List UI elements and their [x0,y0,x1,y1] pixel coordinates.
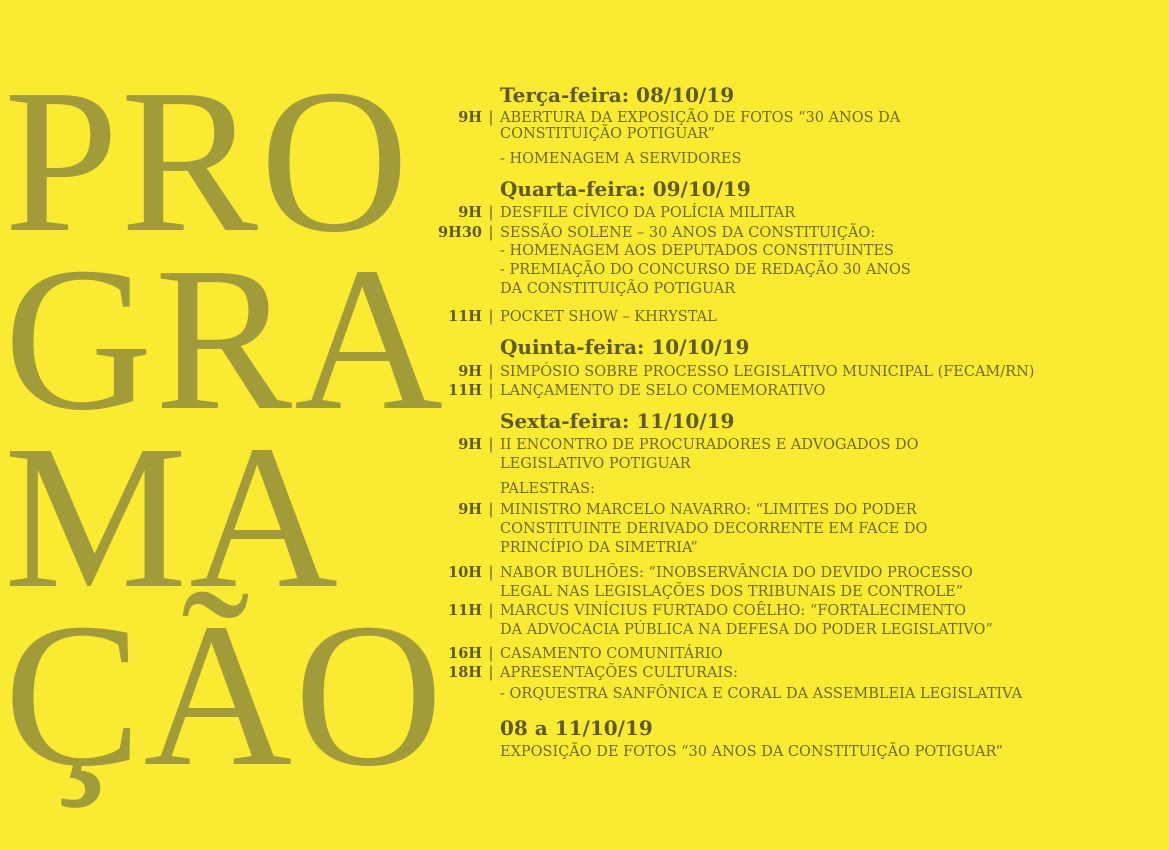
item-text-continued: LEGISLATIVO POTIGUAR [500,456,691,472]
day-heading: 08 a 11/10/19 [500,716,653,740]
item-text: EXPOSIÇÃO DE FOTOS “30 ANOS DA CONSTITUIÇÃO POTIGUAR” [500,744,1004,760]
item-time: 11H [448,602,482,619]
item-text-continued: LEGAL NAS LEGISLAÇÕES DOS TRIBUNAIS DE CONTROLE” [500,584,964,600]
item-text: MARCUS VINÍCIUS FURTADO COÊLHO: “FORTALECIMENTO [500,603,967,619]
item-text-continued: CONSTITUINTE DERIVADO DECORRENTE EM FACE DO [500,521,928,537]
item-text-continued: PRINCÍPIO DA SIMETRIA” [500,540,698,556]
item-text-continued: - HOMENAGEM AOS DEPUTADOS CONSTITUINTES [500,243,894,259]
item-text-continued: PALESTRAS: [500,481,595,497]
schedule-item: 16H | CASAMENTO COMUNITÁRIO [432,646,723,662]
schedule-item: 9H | ABERTURA DA EXPOSIÇÃO DE FOTOS “30 ANOS DA [432,110,900,126]
item-text: SIMPÓSIO SOBRE PROCESSO LEGISLATIVO MUNICIPAL (FECAM/RN) [500,364,1035,380]
item-text: MINISTRO MARCELO NAVARRO: “LIMITES DO PODER [500,502,917,518]
item-time: 16H [448,645,482,662]
item-time: 18H [448,664,482,681]
day-heading: Terça-feira: 08/10/19 [500,83,735,107]
item-text: DESFILE CÍVICO DA POLÍCIA MILITAR [500,205,796,221]
item-text: ABERTURA DA EXPOSIÇÃO DE FOTOS “30 ANOS DA [500,110,901,126]
schedule-item: 11H | MARCUS VINÍCIUS FURTADO COÊLHO: “FORTALECIMENTO [432,603,966,619]
item-text: II ENCONTRO DE PROCURADORES E ADVOGADOS DO [500,437,919,453]
item-text-continued: DA ADVOCACIA PÚBLICA NA DEFESA DO PODER LEGISLATIVO” [500,622,993,638]
schedule-item: 9H | II ENCONTRO DE PROCURADORES E ADVOGADOS DO [432,437,919,453]
item-text: POCKET SHOW – KHRYSTAL [500,309,717,325]
day-heading: Quinta-feira: 10/10/19 [500,335,750,359]
item-time: 9H [458,363,482,380]
item-time: 9H [458,109,482,126]
schedule-item: 9H | DESFILE CÍVICO DA POLÍCIA MILITAR [432,205,795,221]
title-word-ma: MA [4,402,340,631]
schedule-item: 9H | MINISTRO MARCELO NAVARRO: “LIMITES DO PODER [432,502,917,518]
item-text-continued: - ORQUESTRA SANFÔNICA E CORAL DA ASSEMBLEIA LEGISLATIVA [500,686,1023,702]
title-word-pro: PRO [4,46,411,275]
item-text-continued: - PREMIAÇÃO DO CONCURSO DE REDAÇÃO 30 ANOS [500,262,911,278]
schedule-item: 11H | POCKET SHOW – KHRYSTAL [432,309,717,325]
item-time: 9H [458,204,482,221]
item-time: 11H [448,382,482,399]
schedule-item: 9H | SIMPÓSIO SOBRE PROCESSO LEGISLATIVO MUNICIPAL (FECAM/RN) [432,364,1034,380]
item-text: LANÇAMENTO DE SELO COMEMORATIVO [500,383,826,399]
item-time: 11H [448,308,482,325]
item-text: CASAMENTO COMUNITÁRIO [500,646,723,662]
item-time: 9H30 [438,224,482,241]
item-text-continued: DA CONSTITUIÇÃO POTIGUAR [500,281,736,297]
day-heading: Sexta-feira: 11/10/19 [500,409,735,433]
item-time: 9H [458,436,482,453]
title-word-gra: GRA [4,224,445,453]
item-text-continued: CONSTITUIÇÃO POTIGUAR” [500,126,716,142]
schedule-item: 18H | APRESENTAÇÕES CULTURAIS: [432,665,738,681]
item-text: SESSÃO SOLENE – 30 ANOS DA CONSTITUIÇÃO: [500,225,876,241]
schedule-item: 10H | NABOR BULHÕES: “INOBSERVÂNCIA DO DEVIDO PROCESSO [432,565,973,581]
day-heading: Quarta-feira: 09/10/19 [500,177,751,201]
item-text: APRESENTAÇÕES CULTURAIS: [500,665,738,681]
item-time: 9H [458,501,482,518]
item-time: 10H [448,564,482,581]
schedule-item: 11H | LANÇAMENTO DE SELO COMEMORATIVO [432,383,825,399]
item-text-continued: - HOMENAGEM A SERVIDORES [500,151,742,167]
title-word-cao: ÇÃO [4,580,445,809]
item-text: NABOR BULHÕES: “INOBSERVÂNCIA DO DEVIDO PROCESSO [500,565,973,581]
schedule-item: 9H30 | SESSÃO SOLENE – 30 ANOS DA CONSTITUIÇÃO: [432,225,875,241]
